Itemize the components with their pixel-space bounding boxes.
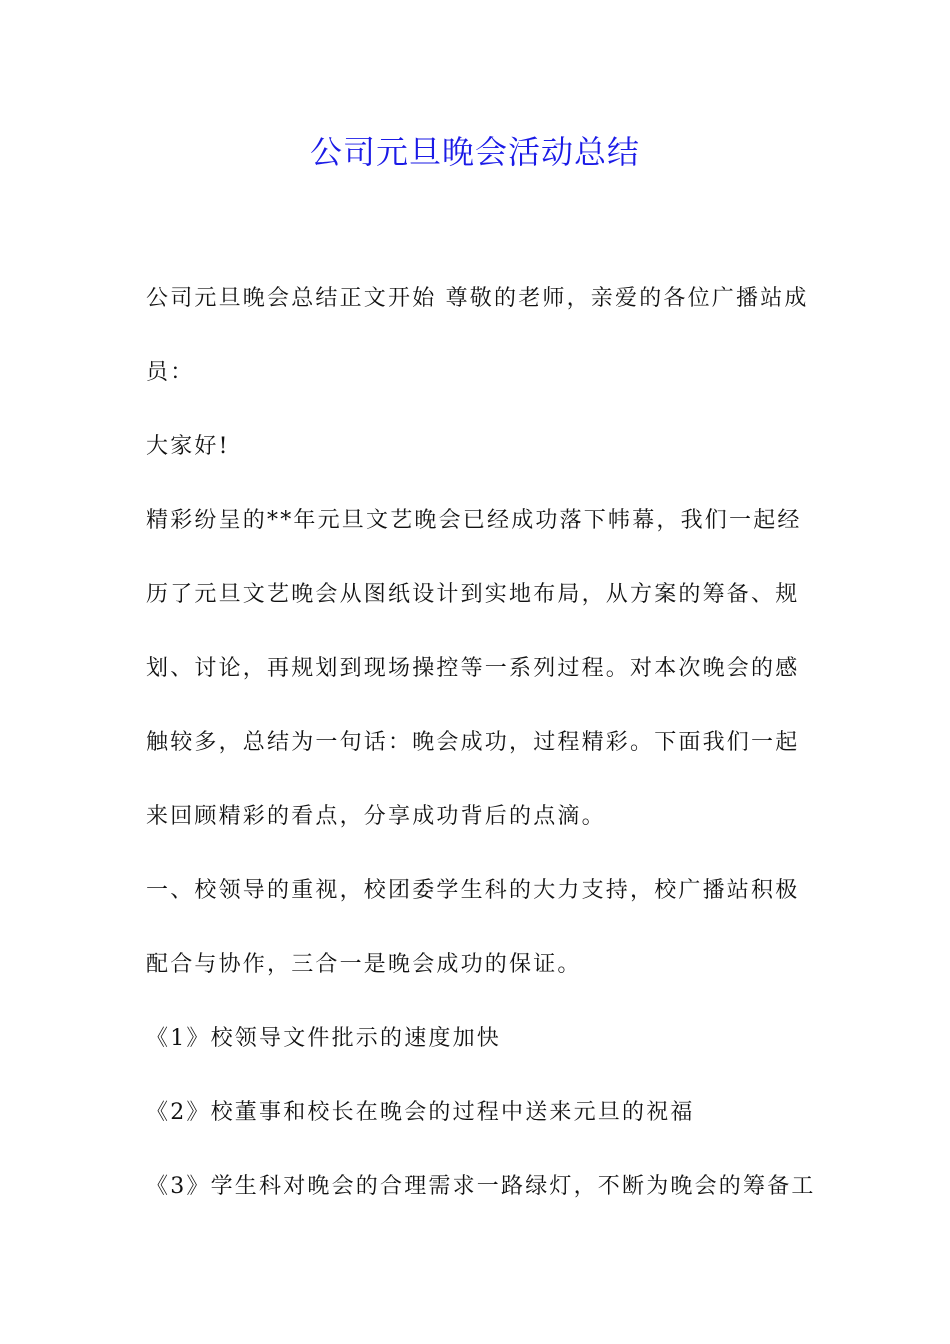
list-item: 《1》校领导文件批示的速度加快 — [146, 1026, 501, 1051]
body-line: 精彩纷呈的**年元旦文艺晚会已经成功落下帏幕，我们一起经 — [146, 508, 802, 533]
body-line: 历了元旦文艺晚会从图纸设计到实地布局，从方案的筹备、规 — [146, 582, 800, 607]
body-line: 配合与协作，三合一是晚会成功的保证。 — [146, 952, 582, 977]
body-line: 一、校领导的重视，校团委学生科的大力支持，校广播站积极 — [146, 878, 800, 903]
body-line: 触较多，总结为一句话：晚会成功，过程精彩。下面我们一起 — [146, 730, 800, 755]
list-item: 《3》学生科对晚会的合理需求一路绿灯，不断为晚会的筹备工 — [146, 1174, 816, 1199]
body-line: 来回顾精彩的看点，分享成功背后的点滴。 — [146, 804, 606, 829]
document-title: 公司元旦晚会活动总结 — [309, 133, 640, 171]
list-item: 《2》校董事和校长在晚会的过程中送来元旦的祝福 — [146, 1100, 695, 1125]
body-line: 员： — [146, 360, 195, 385]
body-line: 公司元旦晚会总结正文开始 尊敬的老师，亲爱的各位广播站成 — [146, 286, 809, 311]
body-line: 大家好! — [146, 434, 230, 459]
body-line: 划、讨论，再规划到现场操控等一系列过程。对本次晚会的感 — [146, 656, 800, 681]
document-body — [146, 262, 816, 1224]
